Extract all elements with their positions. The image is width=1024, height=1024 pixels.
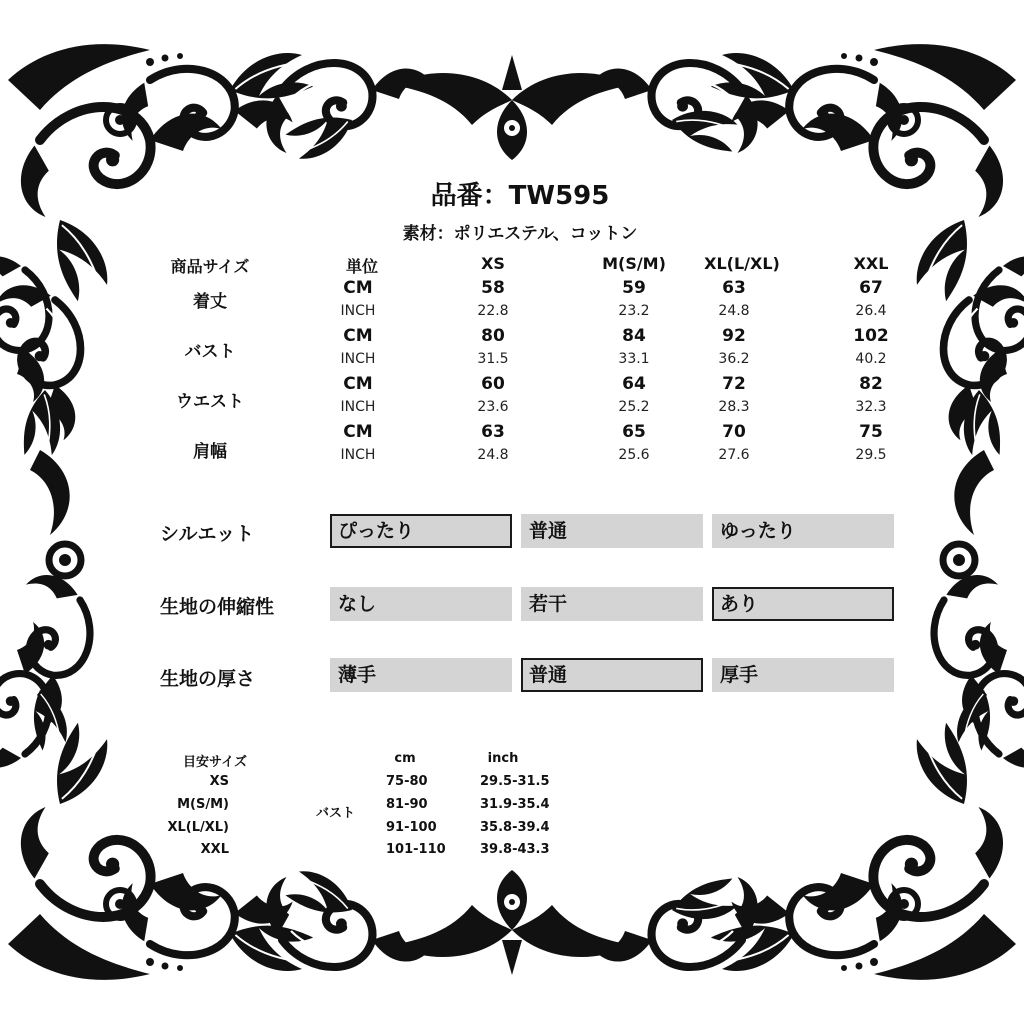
value-inch: 25.2 <box>618 399 650 415</box>
unit-inch: INCH <box>340 399 376 415</box>
value-cm: 75 <box>859 422 883 442</box>
value-cm: 67 <box>859 278 883 298</box>
header-unit: 単位 <box>345 257 379 276</box>
guide-inch-value: 35.8-39.4 <box>480 820 550 835</box>
value-cm: 70 <box>722 422 746 442</box>
row-label-length: 着丈 <box>193 292 227 312</box>
value-cm: 82 <box>859 374 883 394</box>
guide-measure: バスト <box>316 806 356 821</box>
value-cm: 64 <box>622 374 646 394</box>
row-label-waist: ウエスト <box>176 392 244 412</box>
unit-cm: CM <box>343 326 373 346</box>
value-cm: 84 <box>622 326 646 346</box>
option-slight: 若干 <box>521 587 703 621</box>
value-cm: 63 <box>481 422 505 442</box>
option-thick: 厚手 <box>712 658 894 692</box>
header-size-xxl: XXL <box>853 254 889 273</box>
value-inch: 29.5 <box>855 447 887 463</box>
unit-inch: INCH <box>340 303 376 319</box>
option-yes: あり <box>712 587 894 621</box>
header-size-xs: XS <box>481 254 505 273</box>
option-fitted: ぴったり <box>330 514 512 548</box>
value-inch: 26.4 <box>855 303 887 319</box>
value-inch: 22.8 <box>477 303 509 319</box>
value-cm: 65 <box>622 422 646 442</box>
row-label-shoulder: 肩幅 <box>193 442 227 462</box>
value-inch: 24.8 <box>718 303 750 319</box>
attribute-label-thickness: 生地の厚さ <box>160 668 256 690</box>
attribute-label-stretch: 生地の伸縮性 <box>160 596 275 618</box>
unit-cm: CM <box>343 278 373 298</box>
guide-size: XS <box>209 774 229 789</box>
guide-size: XL(L/XL) <box>167 820 229 835</box>
value-cm: 63 <box>722 278 746 298</box>
value-cm: 92 <box>722 326 746 346</box>
header-size-m: M(S/M) <box>602 254 666 273</box>
value-inch: 23.6 <box>477 399 509 415</box>
unit-inch: INCH <box>340 447 376 463</box>
option-regular: 普通 <box>521 514 703 548</box>
guide-header-inch: inch <box>487 751 519 766</box>
value-inch: 28.3 <box>718 399 750 415</box>
value-cm: 72 <box>722 374 746 394</box>
option-none: なし <box>330 587 512 621</box>
value-inch: 25.6 <box>618 447 650 463</box>
header-size-xl: XL(L/XL) <box>704 254 780 273</box>
material-text: 素材：ポリエステル、コットン <box>402 224 638 244</box>
guide-cm-value: 75-80 <box>386 774 428 789</box>
value-inch: 23.2 <box>618 303 650 319</box>
unit-cm: CM <box>343 374 373 394</box>
guide-cm-value: 101-110 <box>386 842 446 857</box>
product-code: 品番：TW595 <box>430 181 610 211</box>
value-cm: 59 <box>622 278 646 298</box>
attribute-label-silhouette: シルエット <box>160 523 255 545</box>
guide-header-cm: cm <box>394 751 416 766</box>
row-label-bust: バスト <box>184 342 236 362</box>
value-inch: 33.1 <box>618 351 650 367</box>
value-cm: 60 <box>481 374 505 394</box>
option-thin: 薄手 <box>330 658 512 692</box>
guide-inch-value: 31.9-35.4 <box>480 797 550 812</box>
guide-inch-value: 39.8-43.3 <box>480 842 550 857</box>
unit-cm: CM <box>343 422 373 442</box>
value-inch: 31.5 <box>477 351 509 367</box>
header-product-size: 商品サイズ <box>170 257 250 276</box>
value-inch: 36.2 <box>718 351 750 367</box>
value-inch: 24.8 <box>477 447 509 463</box>
value-inch: 32.3 <box>855 399 887 415</box>
guide-size: XXL <box>200 842 229 857</box>
value-inch: 40.2 <box>855 351 887 367</box>
value-cm: 80 <box>481 326 505 346</box>
guide-cm-value: 91-100 <box>386 820 437 835</box>
guide-size: M(S/M) <box>177 797 229 812</box>
guide-cm-value: 81-90 <box>386 797 428 812</box>
unit-inch: INCH <box>340 351 376 367</box>
guide-inch-value: 29.5-31.5 <box>480 774 550 789</box>
value-inch: 27.6 <box>718 447 750 463</box>
value-cm: 58 <box>481 278 505 298</box>
option-loose: ゆったり <box>712 514 894 548</box>
guide-title: 目安サイズ <box>183 755 247 770</box>
value-cm: 102 <box>853 326 889 346</box>
option-normal: 普通 <box>521 658 703 692</box>
